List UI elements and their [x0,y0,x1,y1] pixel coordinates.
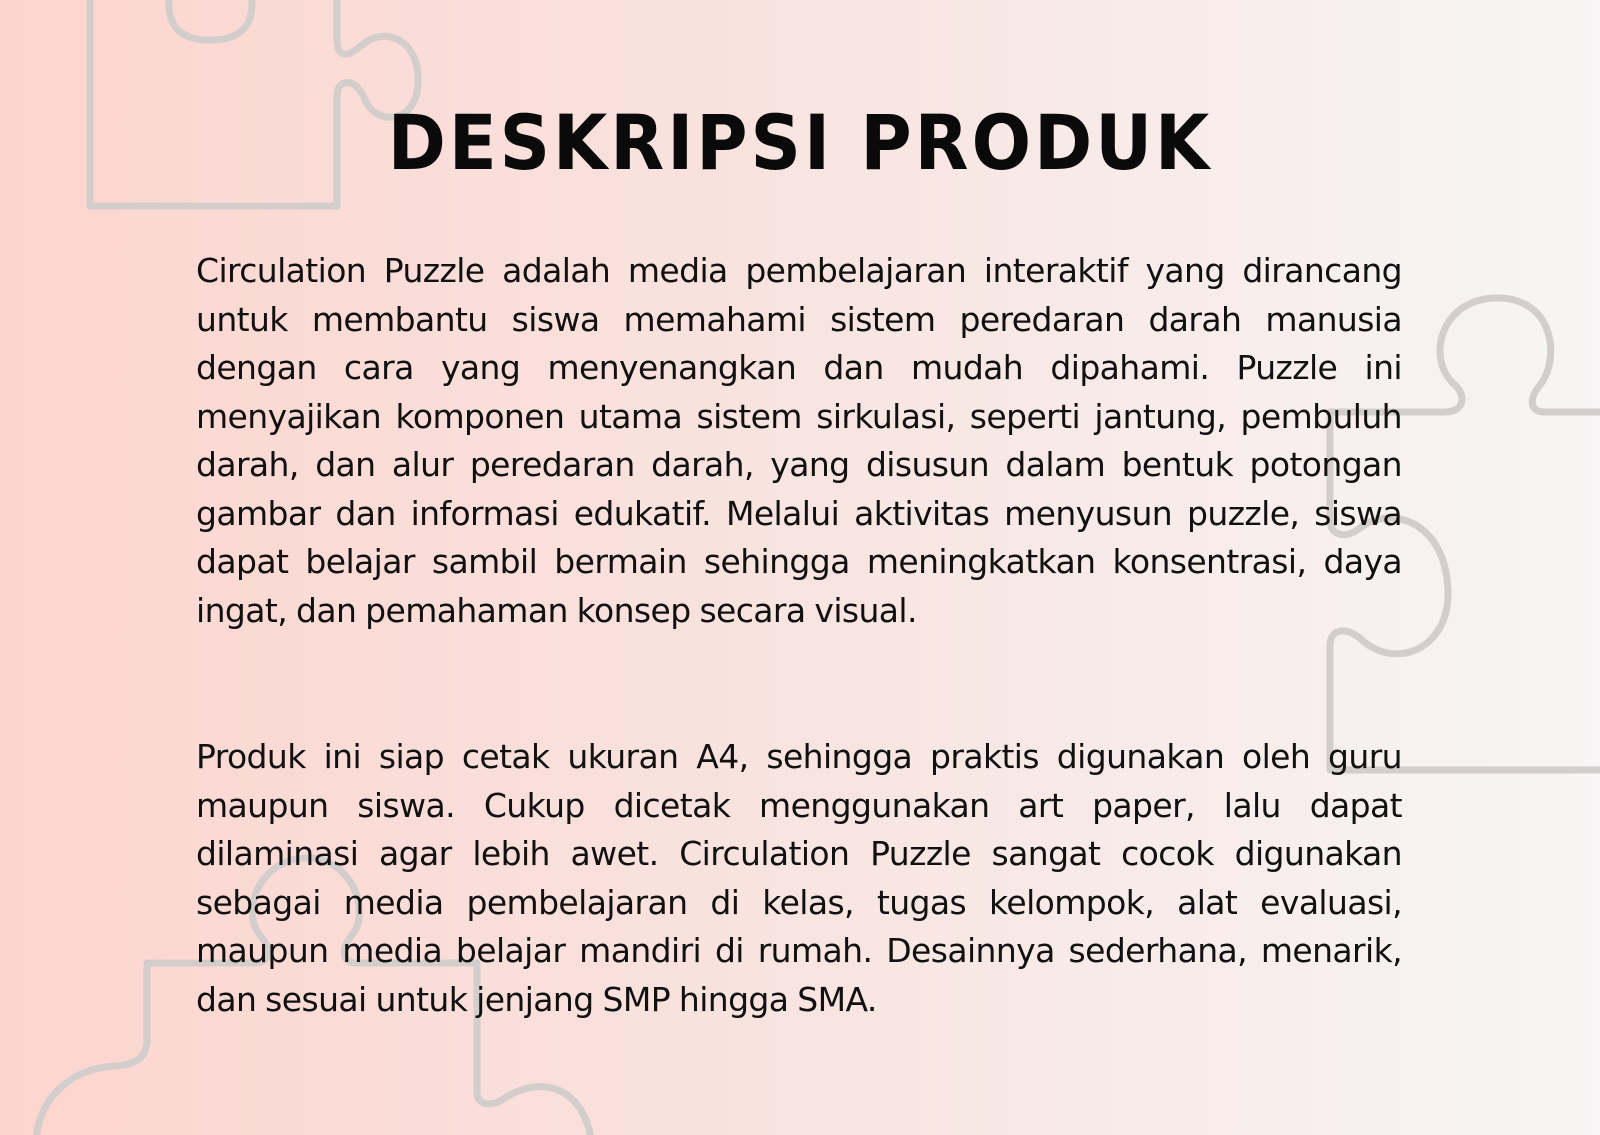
description-paragraph-2: Produk ini siap cetak ukuran A4, sehingga praktis digunakan oleh guru maupun siswa. Cukup dicetak menggunakan art paper, lalu dapat dilaminasi agar lebih awet. Circulation Puzzle sangat cocok digunakan sebagai media pembelajaran di kelas, tugas kelompok, alat evaluasi, maupun media belajar mandiri di rumah. Desainnya sederhana, menarik, dan sesuai untuk jenjang SMP hingga SMA. [196,737,1402,1019]
puzzle-piece-icon [169,0,252,40]
description-paragraph-1: Circulation Puzzle adalah media pembelajaran interaktif yang dirancang untuk membantu siswa memahami sistem peredaran darah manusia dengan cara yang menyenangkan dan mudah dipahami. Puzzle ini menyajikan komponen utama sistem sirkulasi, seperti jantung, pembuluh darah, dan alur peredaran darah, yang disusun dalam bentuk potongan gambar dan informasi edukatif. Melalui aktivitas menyusun puzzle, siswa dapat belajar sambil bermain sehingga meningkatkan konsentrasi, daya ingat, dan pemahaman konsep secara visual. [196,251,1402,630]
page-title: DESKRIPSI PRODUK [387,98,1213,188]
